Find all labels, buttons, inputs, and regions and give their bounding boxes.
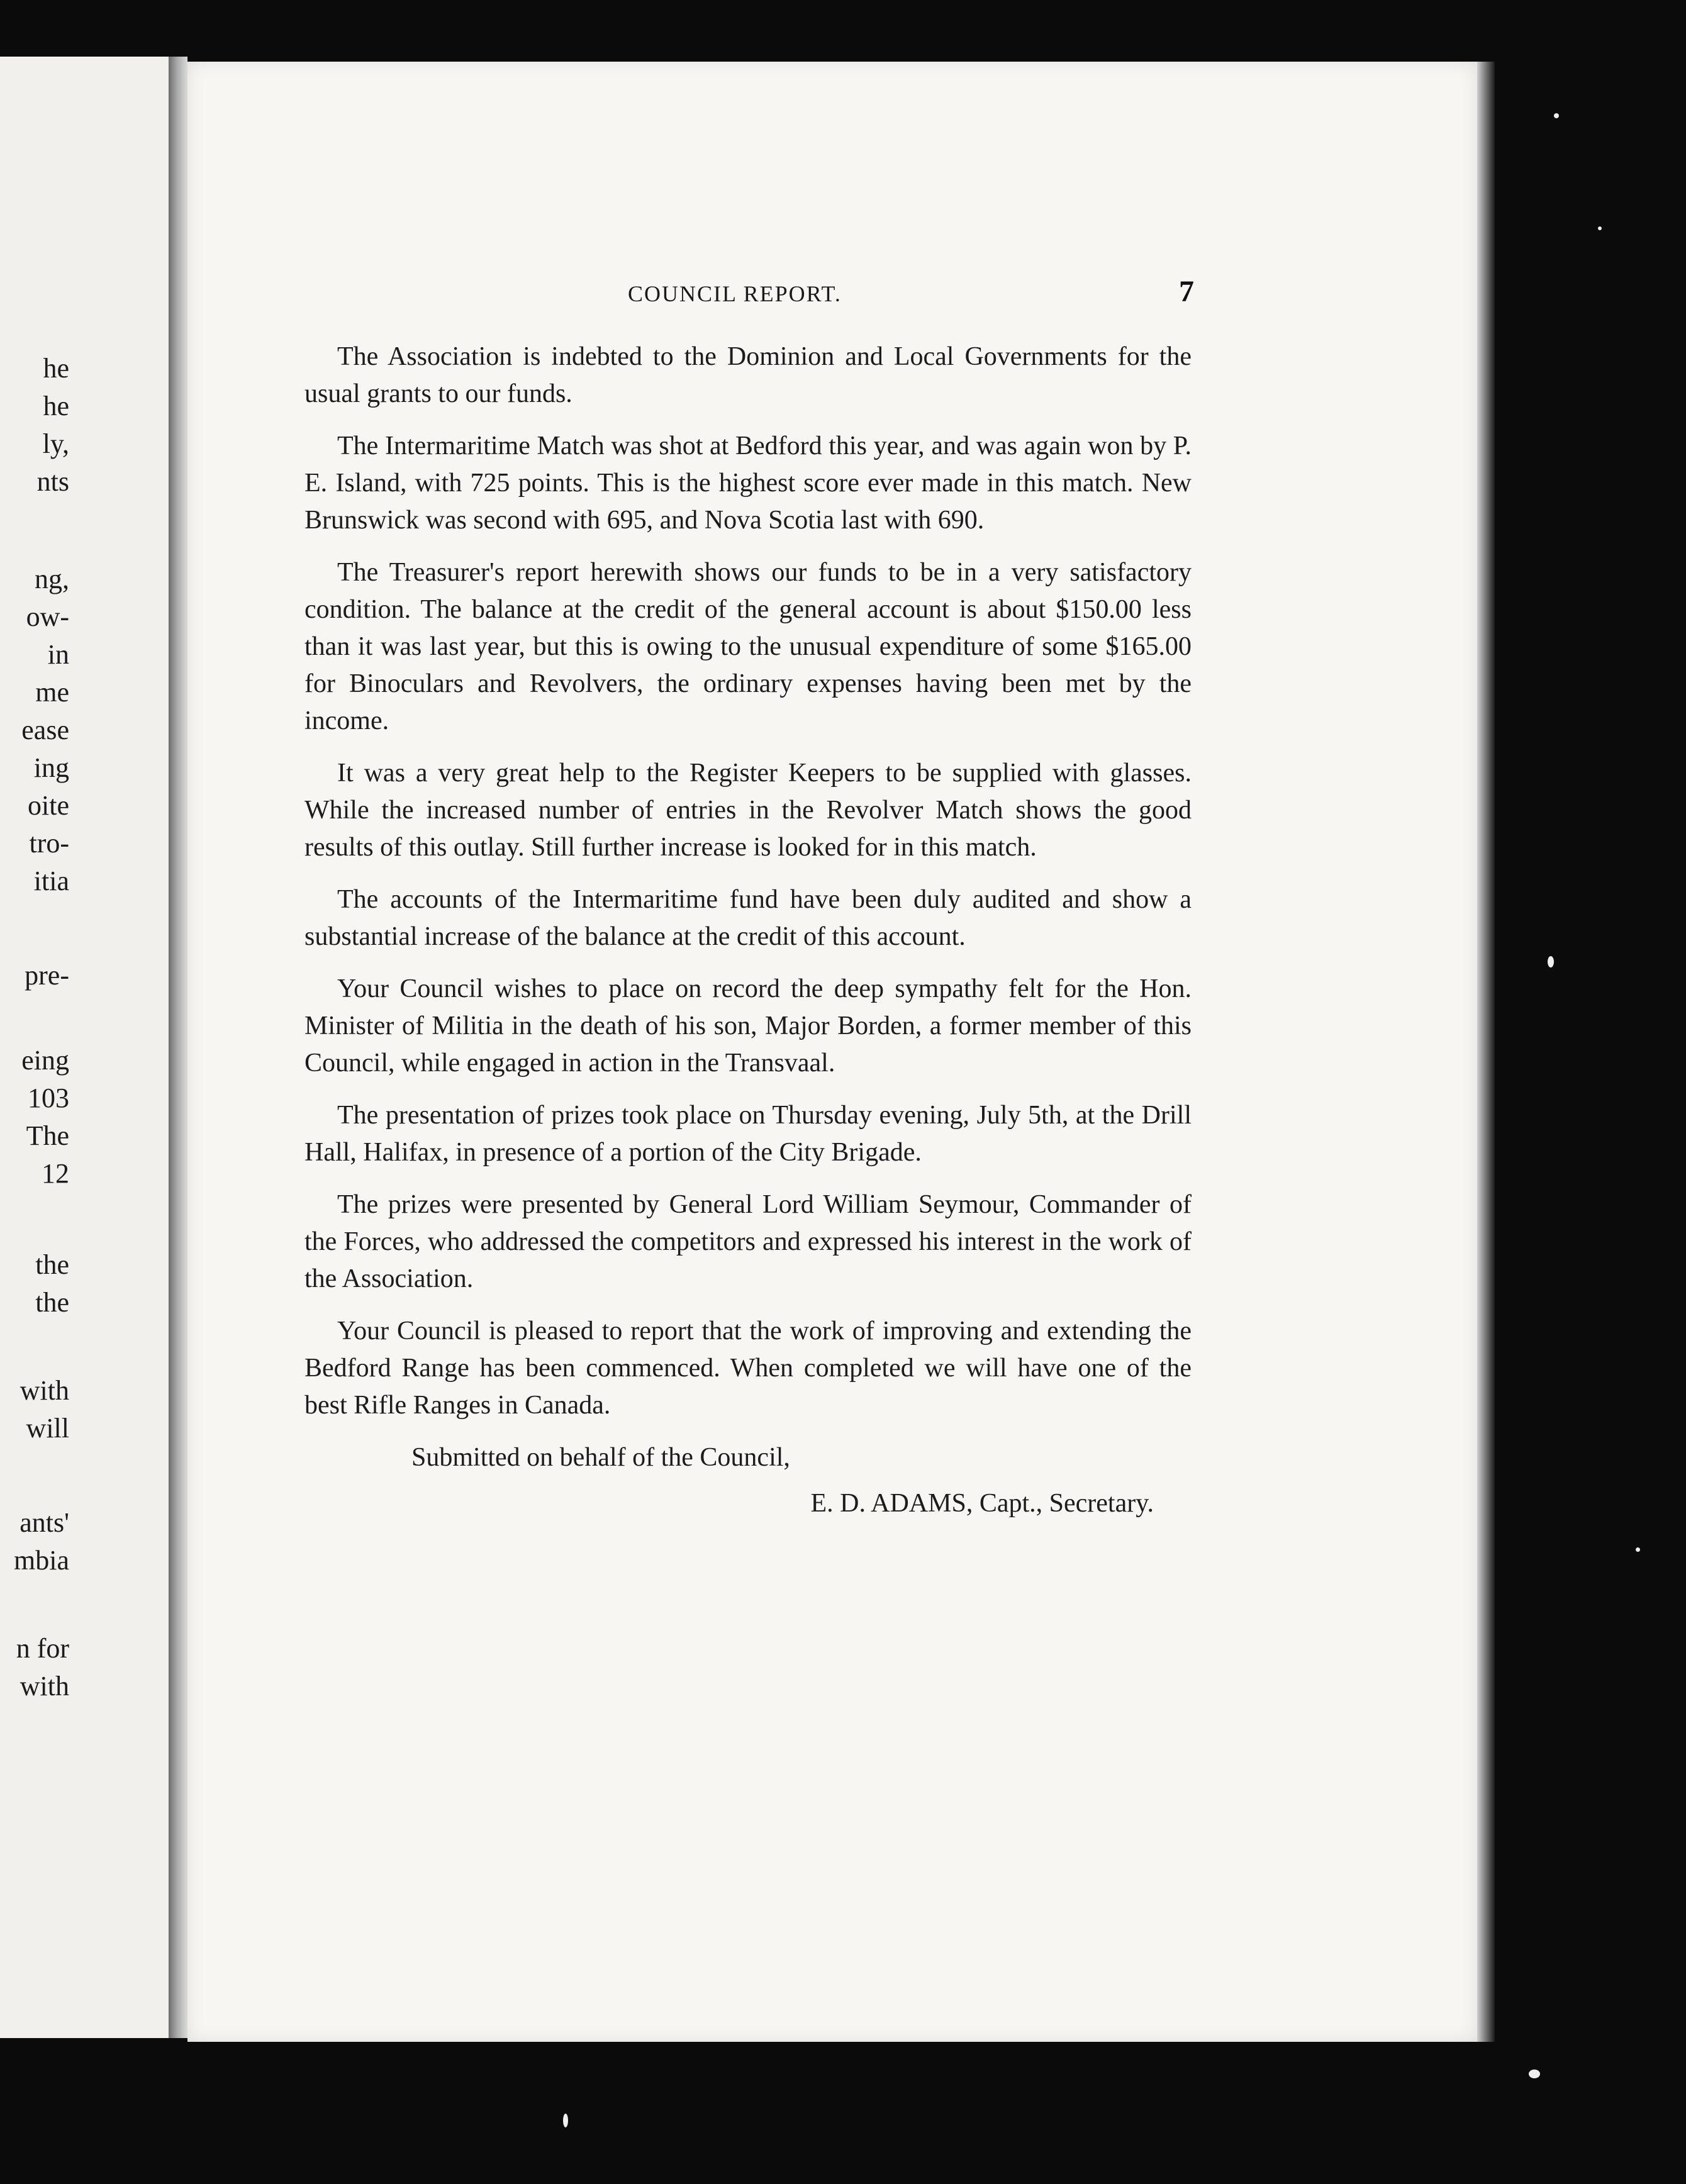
dust-speck <box>1636 1547 1640 1552</box>
dust-speck <box>1529 2070 1540 2078</box>
facing-page-fragment: in <box>47 639 69 670</box>
facing-page-fragment: tro- <box>29 828 69 859</box>
paragraph-intermaritime-match: The Intermaritime Match was shot at Bedford this year, and was again won by P. E. Island, with 725 points. This is the highest score ever made in this match. New Brunswick was second with 695, and Nova Scotia last with 690. <box>304 432 1192 535</box>
dust-speck <box>1554 113 1559 118</box>
facing-page-fragment: with <box>20 1671 69 1702</box>
paragraph-sympathy: Your Council wishes to place on record the deep sympathy felt for the Hon. Minister of Militia in the death of his son, Major Borden, a former member of this Council, while engaged in action in the Transvaal. <box>304 974 1192 1078</box>
paragraph-grants: The Association is indebted to the Dominion and Local Governments for the usual grants to our funds. <box>304 342 1192 408</box>
facing-page-fragment: 12 <box>42 1158 69 1189</box>
facing-page-fragment: The <box>26 1120 69 1151</box>
facing-page-fragment: oite <box>28 790 69 821</box>
paragraph-treasurer-report: The Treasurer's report herewith shows our funds to be in a very satisfactory condition. The balance at the credit of the general account is about $150.00 less than it was last year, but this is owing to the unusual expenditure of some $165.00 for Binoculars and Revolvers, the ordinary expenses having been met by the income. <box>304 558 1192 735</box>
facing-page-fragment: ly, <box>42 428 69 459</box>
page-edge-shadow <box>1477 62 1495 2042</box>
facing-page-fragment: the <box>35 1249 69 1280</box>
facing-page-fragment: ease <box>21 715 69 745</box>
facing-page-fragment: ow- <box>26 601 69 632</box>
facing-page-fragment: the <box>35 1287 69 1318</box>
paragraph-prizes-presented: The prizes were presented by General Lord William Seymour, Commander of the Forces, who addressed the competitors and expressed his interest in the work of the Association. <box>304 1190 1192 1293</box>
dust-speck <box>1548 956 1554 967</box>
facing-page-fragment: ing <box>33 752 69 783</box>
book-gutter <box>169 57 187 2038</box>
facing-page-fragment: 103 <box>28 1083 69 1113</box>
facing-page-fragment: ants' <box>20 1507 69 1538</box>
facing-page-fragment: pre- <box>25 960 69 991</box>
facing-page-fragment: ng, <box>35 564 69 594</box>
facing-page-fragment: eing <box>21 1045 69 1076</box>
report-body <box>304 338 1192 1522</box>
facing-page-fragment: n for <box>16 1633 69 1664</box>
page-number: 7 <box>1179 275 1194 308</box>
dust-speck <box>563 2114 568 2127</box>
paragraph-prize-presentation: The presentation of prizes took place on Thursday evening, July 5th, at the Drill Hall, Halifax, in presence of a portion of the City Brigade. <box>304 1101 1192 1167</box>
facing-page-fragment: mbia <box>14 1545 69 1576</box>
facing-page-fragment: itia <box>33 866 69 896</box>
facing-page-fragment: nts <box>36 466 69 497</box>
running-header <box>307 277 1194 321</box>
signature-line: E. D. ADAMS, Capt., Secretary. <box>810 1489 1154 1518</box>
signoff-line: Submitted on behalf of the Council, <box>411 1443 790 1472</box>
facing-page-fragment: he <box>43 353 69 384</box>
facing-page-fragment: me <box>35 677 69 708</box>
running-header-title: COUNCIL REPORT. <box>628 281 842 306</box>
facing-page-fragment: with <box>20 1375 69 1406</box>
facing-page-fragment: will <box>26 1413 69 1444</box>
paragraph-bedford-range: Your Council is pleased to report that the work of improving and extending the Bedford Range has been commenced. When completed we will have one of the best Rifle Ranges in Canada. <box>304 1317 1192 1420</box>
facing-page-fragment: he <box>43 391 69 421</box>
paragraph-register-keepers: It was a very great help to the Register Keepers to be supplied with glasses. While the increased number of entries in the Revolver Match shows the good results of this outlay. Still further increase is looked for in this match. <box>304 759 1192 862</box>
paragraph-intermaritime-accounts: The accounts of the Intermaritime fund have been duly audited and show a substantial increase of the balance at the credit of this account. <box>304 885 1192 951</box>
dust-speck <box>1598 226 1602 230</box>
